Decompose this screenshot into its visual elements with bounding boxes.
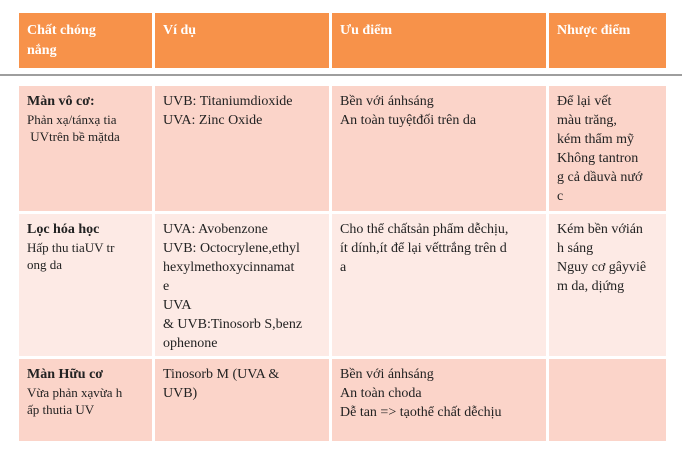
header-cell-pros: Ưu điểm xyxy=(332,13,546,68)
row-1-pros: Bền với ánhsáng An toàn tuyệtđối trên da xyxy=(332,86,546,211)
row-3-examples: Tinosorb M (UVA & UVB) xyxy=(155,359,329,441)
divider-line xyxy=(0,74,682,76)
row-1-type: Màn vô cơ: Phản xạ/tánxạ tia UVtrên bề mặtda xyxy=(19,86,152,211)
row-3-cons xyxy=(549,359,666,441)
row-2-type: Lọc hóa học Hấp thu tiaUV tr ong da xyxy=(19,214,152,356)
table-body xyxy=(19,86,663,441)
row-2-examples: UVA: Avobenzone UVB: Octocrylene,ethyl hexylmethoxycinnamat e UVA & UVB:Tinosorb S,benz ophenone xyxy=(155,214,329,356)
row-2-cons: Kém bền vớián h sáng Nguy cơ gâyviê m da, dịứng xyxy=(549,214,666,356)
header-cell-cons: Nhược điểm xyxy=(549,13,666,68)
row-2-pros: Cho thể chấtsản phẩm dễchịu, ít dính,ít để lại vếttrắng trên d a xyxy=(332,214,546,356)
row-3-pros: Bền với ánhsáng An toàn choda Dễ tan => tạothể chất dễchịu xyxy=(332,359,546,441)
row-1-examples: UVB: Titaniumdioxide UVA: Zinc Oxide xyxy=(155,86,329,211)
header-cell-sunscreen-type: Chất chóng nắng xyxy=(19,13,152,68)
table-header xyxy=(19,13,663,68)
row-1-cons: Để lại vết màu trăng, kém thẩm mỹ Không tantron g cả dầuvà nướ c xyxy=(549,86,666,211)
header-cell-examples: Ví dụ xyxy=(155,13,329,68)
row-3-type: Màn Hữu cơ Vừa phản xạvừa h ấp thutia UV xyxy=(19,359,152,441)
